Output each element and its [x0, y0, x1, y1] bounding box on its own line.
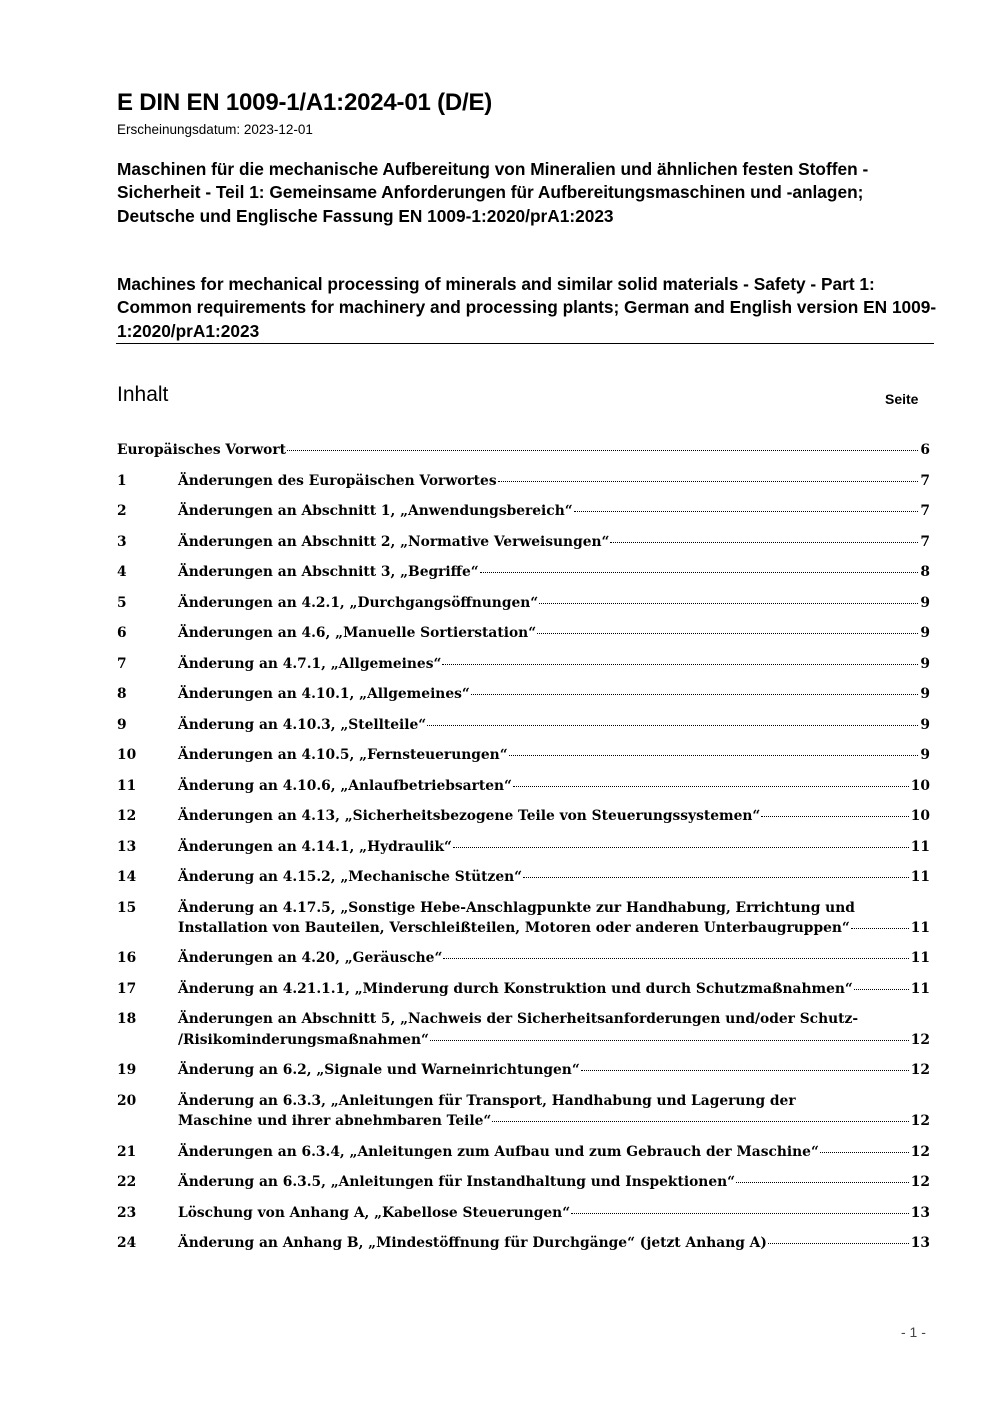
toc-entry-page: 6	[920, 442, 930, 458]
toc-entry-body	[178, 471, 930, 491]
toc-dot-leader	[492, 1121, 908, 1122]
toc-entry[interactable]	[117, 1091, 930, 1132]
toc-entry[interactable]	[117, 1009, 930, 1050]
toc-entry-number: 24	[117, 1235, 137, 1252]
toc-entry-line	[178, 715, 930, 735]
toc-entry-number: 22	[117, 1174, 137, 1191]
toc-entry-line	[178, 1030, 930, 1050]
toc-entry-line	[178, 776, 930, 796]
toc-entry[interactable]	[117, 867, 930, 887]
toc-entry-title: Änderungen an 4.13, „Sicherheitsbezogene Teile von Steuerungssystemen“	[178, 808, 761, 824]
toc-entry-line	[178, 867, 930, 887]
toc-entry-body	[178, 979, 930, 999]
toc-entry[interactable]	[117, 532, 930, 552]
toc-entry-page: 10	[910, 777, 930, 794]
toc-entry-title: Änderung an 4.10.3, „Stellteile“	[178, 716, 427, 733]
toc-entry-body	[178, 684, 930, 704]
toc-entry-title: Änderungen an 4.2.1, „Durchgangsöffnungen“	[178, 594, 539, 611]
toc-entry-number: 23	[117, 1204, 137, 1221]
toc-entry-line	[178, 471, 930, 491]
toc-entry[interactable]	[117, 837, 930, 857]
toc-entry-page: 12	[910, 1143, 930, 1160]
toc-entry-line	[117, 440, 930, 460]
toc-entry[interactable]	[117, 684, 930, 704]
toc-entry-body	[178, 1233, 930, 1253]
toc-entry-page: 12	[910, 1113, 930, 1130]
toc-entry-number: 8	[117, 686, 127, 702]
toc-entry-body	[178, 623, 930, 643]
toc-entry-number: 3	[117, 533, 127, 550]
title-german: Maschinen für die mechanische Aufbereitung von Mineralien und ähnlichen festen Stoffen - Sicherheit - Teil 1: Gemeinsame Anforderungen für Aufbereitungsmaschinen und -anlagen; Deutsche und Englische Fassung EN 1009-1:2020/prA1:2023	[117, 159, 869, 226]
toc-entry-line	[178, 1233, 930, 1253]
toc-entry-line	[178, 562, 930, 582]
toc-entry-page: 8	[920, 564, 930, 580]
toc-entry-line	[178, 948, 930, 968]
toc-entry-line	[178, 1060, 930, 1080]
toc-entry-title: Änderung an Anhang B, „Mindestöffnung für Durchgänge“ (jetzt Anhang A)	[178, 1235, 767, 1252]
toc-entry-line	[178, 979, 930, 999]
publication-date: Erscheinungsdatum: 2023-12-01	[117, 122, 313, 137]
toc-dot-leader	[498, 481, 919, 482]
toc-entry-line	[178, 918, 930, 938]
toc-entry-number: 17	[117, 980, 137, 997]
toc-entry-title: Änderungen an 4.6, „Manuelle Sortierstation“	[178, 625, 537, 641]
toc-entry-title: Maschine und ihrer abnehmbaren Teile“	[178, 1113, 492, 1130]
toc-entry[interactable]	[117, 471, 930, 491]
toc-dot-leader	[443, 958, 908, 959]
toc-entry-page: 7	[920, 503, 930, 519]
toc-entry-page: 11	[910, 869, 930, 885]
toc-entry[interactable]	[117, 776, 930, 796]
toc-entry[interactable]	[117, 593, 930, 613]
toc-entry-number: 6	[117, 625, 127, 641]
toc-entry-line	[178, 593, 930, 613]
toc-entry[interactable]	[117, 979, 930, 999]
toc-entry-page: 7	[920, 472, 930, 489]
toc-entry-title: Änderungen an 4.10.5, „Fernsteuerungen“	[178, 747, 508, 763]
toc-entry[interactable]	[117, 562, 930, 582]
toc-page-column-label: Seite	[885, 391, 919, 407]
toc-entry-title: Änderung an 4.10.6, „Anlaufbetriebsarten“	[178, 777, 512, 794]
toc-entry-page: 13	[910, 1204, 930, 1221]
toc-entry-title: Löschung von Anhang A, „Kabellose Steuerungen“	[178, 1204, 571, 1221]
toc-dot-leader	[851, 928, 909, 929]
toc-entry-page: 12	[910, 1174, 930, 1191]
toc-entry-body	[178, 1060, 930, 1080]
toc-entry-line	[178, 623, 930, 643]
toc-entry-line	[178, 1203, 930, 1223]
toc-entry-title: /Risikominderungsmaßnahmen“	[178, 1031, 429, 1048]
toc-dot-leader	[513, 786, 909, 787]
toc-entry-page: 9	[920, 594, 930, 611]
toc-entry-number: 16	[117, 950, 137, 967]
toc-dot-leader	[736, 1182, 909, 1183]
title-divider	[116, 343, 934, 344]
toc-entry-title: Änderungen an 6.3.4, „Anleitungen zum Aufbau und zum Gebrauch der Maschine“	[178, 1143, 819, 1160]
toc-entry[interactable]	[117, 654, 930, 674]
toc-entry[interactable]	[117, 1060, 930, 1080]
toc-dot-leader	[480, 572, 919, 573]
toc-dot-leader	[539, 603, 918, 604]
toc-entry[interactable]	[117, 1172, 930, 1192]
toc-entry-title: Änderung an 4.15.2, „Mechanische Stützen“	[178, 869, 523, 885]
toc-entry-number: 12	[117, 808, 137, 824]
toc-dot-leader	[430, 1040, 909, 1041]
toc-entry-title: Änderung an 6.3.5, „Anleitungen für Instandhaltung und Inspektionen“	[178, 1174, 736, 1191]
toc-entry-number: 21	[117, 1143, 137, 1160]
toc-entry-body	[178, 745, 930, 765]
toc-entry-title: Änderung an 4.7.1, „Allgemeines“	[178, 655, 442, 672]
toc-entry-title: Änderung an 4.21.1.1, „Minderung durch Konstruktion und durch Schutzmaßnahmen“	[178, 980, 853, 997]
toc-entry-title: Installation von Bauteilen, Verschleißteilen, Motoren oder anderen Unterbaugruppen“	[178, 919, 850, 936]
toc-entry-page: 7	[920, 533, 930, 550]
toc-dot-leader	[761, 816, 908, 817]
toc-entry-page: 11	[910, 950, 930, 967]
toc-entry[interactable]	[117, 806, 930, 826]
toc-entry-line	[178, 1172, 930, 1192]
toc-dot-leader	[509, 755, 919, 756]
toc-entry-number: 13	[117, 838, 137, 855]
toc-dot-leader	[820, 1152, 909, 1153]
document-id: E DIN EN 1009-1/A1:2024-01 (D/E)	[117, 89, 493, 116]
toc-dot-leader	[571, 1213, 909, 1214]
toc-entry-title: Änderungen an Abschnitt 1, „Anwendungsbereich“	[178, 503, 573, 519]
toc-entry-title: Änderung an 6.2, „Signale und Warneinrichtungen“	[178, 1062, 580, 1079]
toc-entry[interactable]	[117, 1203, 930, 1223]
toc-entry-body	[178, 654, 930, 674]
toc-entry-title: Änderungen an 4.20, „Geräusche“	[178, 950, 443, 967]
toc-entry-number: 19	[117, 1062, 137, 1079]
toc-entry-body	[178, 948, 930, 968]
toc-entry-number: 15	[117, 899, 137, 916]
toc-entry-body	[178, 1142, 930, 1162]
toc-entry-body	[178, 1203, 930, 1223]
toc-entry-page: 9	[920, 625, 930, 641]
toc-dot-leader	[442, 664, 918, 665]
toc-entry-number: 1	[117, 472, 127, 489]
toc-entry-title-line: Änderung an 4.17.5, „Sonstige Hebe-Anschlagpunkte zur Handhabung, Errichtung und	[178, 899, 855, 916]
toc-entry-number: 11	[117, 777, 137, 794]
toc-entry-body	[178, 532, 930, 552]
toc-entry[interactable]	[117, 623, 930, 643]
toc-entry[interactable]	[117, 898, 930, 939]
toc-entry-page: 9	[920, 716, 930, 733]
toc-entry-number: 9	[117, 716, 127, 733]
toc-entry-line	[178, 684, 930, 704]
toc-entry[interactable]	[117, 745, 930, 765]
toc-entry-body	[178, 1172, 930, 1192]
toc-entry-number: 5	[117, 594, 127, 611]
page-number: - 1 -	[901, 1324, 926, 1340]
toc-dot-leader	[537, 633, 918, 634]
toc-entry[interactable]	[117, 1233, 930, 1253]
toc-entry-line	[178, 1111, 930, 1131]
toc-heading: Inhalt	[117, 383, 169, 406]
toc-entry-page: 12	[910, 1062, 930, 1079]
toc-entry-number: 20	[117, 1092, 137, 1109]
toc-entry-title: Änderungen an 4.14.1, „Hydraulik“	[178, 838, 452, 855]
toc-entry-body	[178, 593, 930, 613]
toc-dot-leader	[768, 1243, 909, 1244]
toc-entry[interactable]	[117, 1142, 930, 1162]
toc-dot-leader	[854, 989, 909, 990]
toc-entry-title: Änderungen des Europäischen Vorwortes	[178, 472, 497, 489]
toc-entry-body	[178, 898, 930, 939]
toc-entry-number: 7	[117, 655, 127, 672]
toc-entry-body	[178, 715, 930, 735]
toc-entry-body	[178, 806, 930, 826]
toc-entry-number: 14	[117, 869, 137, 885]
toc-entry-page: 9	[920, 686, 930, 702]
toc-entry-body	[178, 1009, 930, 1050]
toc-dot-leader	[453, 847, 909, 848]
toc-entry-page: 11	[910, 838, 930, 855]
toc-entry-body	[178, 501, 930, 521]
toc-entry-page: 11	[910, 980, 930, 997]
toc-entry-page: 9	[920, 747, 930, 763]
toc-entry-body	[178, 867, 930, 887]
toc-entry-page: 11	[910, 919, 930, 936]
toc-entry-title-line: Änderungen an Abschnitt 5, „Nachweis der Sicherheitsanforderungen und/oder Schutz-	[178, 1011, 859, 1028]
toc-entry[interactable]	[117, 715, 930, 735]
toc-dot-leader	[427, 725, 918, 726]
toc-dot-leader	[287, 450, 918, 451]
toc-dot-leader	[523, 877, 909, 878]
toc-entry-number: 18	[117, 1011, 137, 1028]
toc-entry[interactable]	[117, 501, 930, 521]
title-english: Machines for mechanical processing of minerals and similar solid materials - Safety - Part 1: Common requirements for machinery and processing plants; German and English version EN 1009-1:2020/prA1:2023	[117, 274, 937, 341]
toc-entry-page: 9	[920, 655, 930, 672]
toc-entry[interactable]	[117, 948, 930, 968]
toc-entry-title: Europäisches Vorwort	[117, 442, 287, 458]
toc-entry-line	[178, 654, 930, 674]
toc-entry-line	[178, 501, 930, 521]
toc-entry-page: 12	[910, 1031, 930, 1048]
toc-entry-body	[178, 837, 930, 857]
toc-entry-body	[178, 562, 930, 582]
toc-entry-line	[178, 532, 930, 552]
toc-entry-page: 13	[910, 1235, 930, 1252]
toc-entry-line	[178, 806, 930, 826]
toc-dot-leader	[610, 542, 918, 543]
toc-entry-line	[178, 1142, 930, 1162]
toc-dot-leader	[574, 511, 919, 512]
toc-entry[interactable]	[117, 440, 930, 460]
toc-entry-body	[178, 776, 930, 796]
toc-entry-number: 10	[117, 747, 137, 763]
toc-entry-title: Änderungen an 4.10.1, „Allgemeines“	[178, 686, 470, 702]
toc-entry-title-line: Änderung an 6.3.3, „Anleitungen für Transport, Handhabung und Lagerung der	[178, 1092, 796, 1109]
toc-entry-number: 4	[117, 564, 127, 580]
toc-entry-title: Änderungen an Abschnitt 2, „Normative Verweisungen“	[178, 533, 610, 550]
toc-entry-number: 2	[117, 503, 127, 519]
toc-entry-title: Änderungen an Abschnitt 3, „Begriffe“	[178, 564, 479, 580]
toc-entry-body	[178, 1091, 930, 1132]
toc-entry-page: 10	[910, 808, 930, 824]
toc-dot-leader	[581, 1070, 909, 1071]
toc-entry-body	[117, 440, 930, 460]
toc-dot-leader	[471, 694, 919, 695]
toc-entry-line	[178, 745, 930, 765]
toc-entry-line	[178, 837, 930, 857]
